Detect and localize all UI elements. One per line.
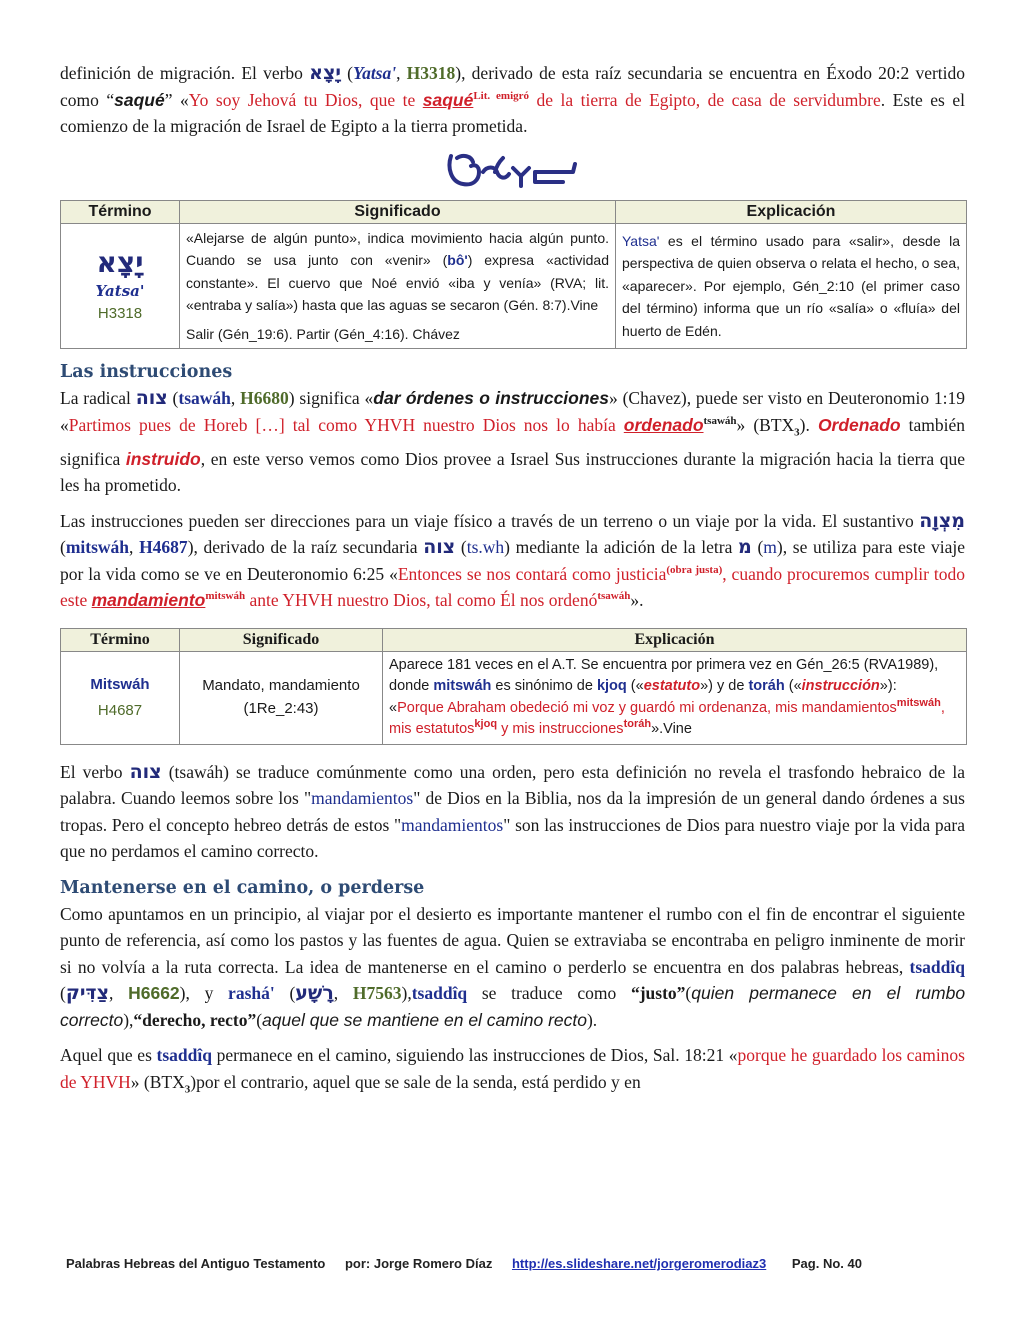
table-mitswah — [60, 628, 967, 745]
table-header-meaning: Significado — [180, 200, 616, 223]
footer-title: Palabras Hebreas del Antiguo Testamento — [66, 1256, 326, 1271]
term-code: H3318 — [97, 304, 143, 322]
paragraph-verbo-tsawah: El verbo צוה (tsawáh) se traduce comúnmente como una orden, pero esta definición no revela el trasfondo hebraico de la palabra. Cuando leemos sobre los "mandamientos" de Dios en la Biblia, nos da la impresión de un general dando órdenes a sus tropas. Pero el concepto hebreo detrás de estos "mandamientos" son las instrucciones de Dios para nuestro viaje por la vida para que no perdamos el camino correcto. — [60, 760, 965, 861]
paragraph-mitswah: Las instrucciones pueden ser direcciones para un viaje físico a través de un terreno o un viaje por la vida. El sustantivo מִצְוָה (mitswáh, H4687), derivado de la raíz secundaria צוה (ts.wh) mediante la adición de la letra מ (m), se utiliza para este viaje por la vida como se ve en Deuteronomio 6:25 «Entonces se nos contará como justicia$^{(obra justa)}$, cuando procuremos cumplir todo este mandamiento$^{mitswáh}$ ante YHVH nuestro Dios, tal como Él nos ordenó$^{tsawáh}$». — [60, 509, 966, 610]
term-translit: Yatsa' — [95, 282, 145, 301]
section-heading-camino: Mantenerse en el camino, o perderse — [60, 877, 425, 898]
term-cell — [61, 223, 180, 349]
term-cell — [61, 651, 180, 744]
meaning-cell: Mandato, mandamiento (1Re_2:43) — [180, 651, 383, 744]
paragraph-tsawah: La radical צוה (tsawáh, H6680) significa «dar órdenes o instrucciones» (Chavez), puede ser visto en Deuteronomio 1:19 «Partimos pues de Horeb […] tal como YHVH nuestro Dios nos lo había ordenado$^{tsawáh}$» $(BTX_3)$. Ordenado también significa instruido, en este verso vemos como Dios provee a Israel Sus instrucciones durante la migración hacia la tierra que les ha prometido. — [60, 387, 966, 495]
paleo-hebrew-image — [60, 146, 965, 198]
paragraph-tsaddiq: Aquel que es tsaddîq permanece en el camino, siguiendo las instrucciones de Dios, Sal. 18:21 «porque he guardado los caminos de YHVH» $(BTX_3)por$ el contrario, aquel que se sale de la senda, está perdido y en — [60, 1045, 965, 1095]
hebrew-word: יָצָא — [309, 62, 341, 84]
term-hebrew: יָצָא — [96, 246, 144, 280]
section-heading-instrucciones: Las instrucciones — [60, 362, 233, 382]
table-header-meaning: Significado — [180, 628, 383, 651]
term-code: H4687 — [97, 701, 143, 719]
explanation-cell: Aparece 181 veces en el A.T. Se encuentra por primera vez en Gén_26:5 (RVA1989), donde mitswáh es sinónimo de kjoq («estatuto») y de toráh («instrucción»): «Porque Abraham obedeció mi voz y guardó mi ordenanza, mis mandamientos$^{mitswáh}$, mis estatutos$^{kjoq}$ y mis instrucciones$^{toráh}$».Vine — [383, 651, 967, 744]
term-translit: Mitswáh — [90, 675, 150, 693]
explanation-cell: Yatsa' es el término usado para «salir», desde la perspectiva de quien observa o relata el hecho, o sea, «aparecer». Por ejemplo, Gén_2:10 (el primer caso del término) informa que un río «salía» o «fluía» del huerto de Edén. — [616, 223, 967, 349]
table-yatsa — [60, 200, 967, 350]
table-header-explanation: Explicación — [383, 628, 967, 651]
paragraph-camino: Como apuntamos en un principio, al viajar por el desierto es importante mantener el rumbo con el fin de encontrar el siguiente punto de referencia, así como los pastos y las fuentes de agua. Quien se extraviaba se encontraba en peligro inminente de morir si no volvía a la ruta correcta. La idea de mantenerse en el camino o perderlo se encuentra en dos palabras hebreas, tsaddîq (צַדִּיק, H6662), y rashá' (רָשָׁע, H7563),tsaddîq se traduce como “justo”(quien permanece en el rumbo correcto),“derecho, recto”(aquel que se mantiene en el camino recto). — [60, 903, 966, 1030]
page-footer — [66, 1256, 966, 1271]
footer-link[interactable]: http://es.slideshare.net/jorgeromerodiaz3 — [511, 1256, 767, 1271]
table-header-term: Término — [61, 200, 180, 223]
meaning-cell: «Alejarse de algún punto», indica movimiento hacia algún punto. Cuando se usa junto con «venir» (bô') expresa «actividad constante». El cuervo que Noé envió «iba y venía» (RVA; lit. «entraba y salía») hasta que las aguas se secaron (Gén. 8:7).Vine Salir (Gén_19:6). Partir (Gén_4:16). Chávez — [180, 223, 616, 349]
paleo-script-icon — [443, 146, 583, 196]
table-header-term: Término — [61, 628, 180, 651]
footer-author: por: Jorge Romero Díaz — [344, 1256, 493, 1271]
paragraph-intro: definición de migración. El verbo יָצָא (Yatsa', H3318), derivado de esta raíz secundaria se encuentra en Éxodo 20:2 vertido como “saqué” «Yo soy Jehová tu Dios, que te saqué$^{Lit. emigró}$ de la tierra de Egipto, de casa de servidumbre. Este es el comienzo de la migración de Israel de Egipto a la tierra prometida. — [60, 62, 966, 136]
footer-page-number: Pag. No. 40 — [791, 1256, 862, 1271]
table-header-explanation: Explicación — [616, 200, 967, 223]
page-content — [60, 60, 965, 1103]
